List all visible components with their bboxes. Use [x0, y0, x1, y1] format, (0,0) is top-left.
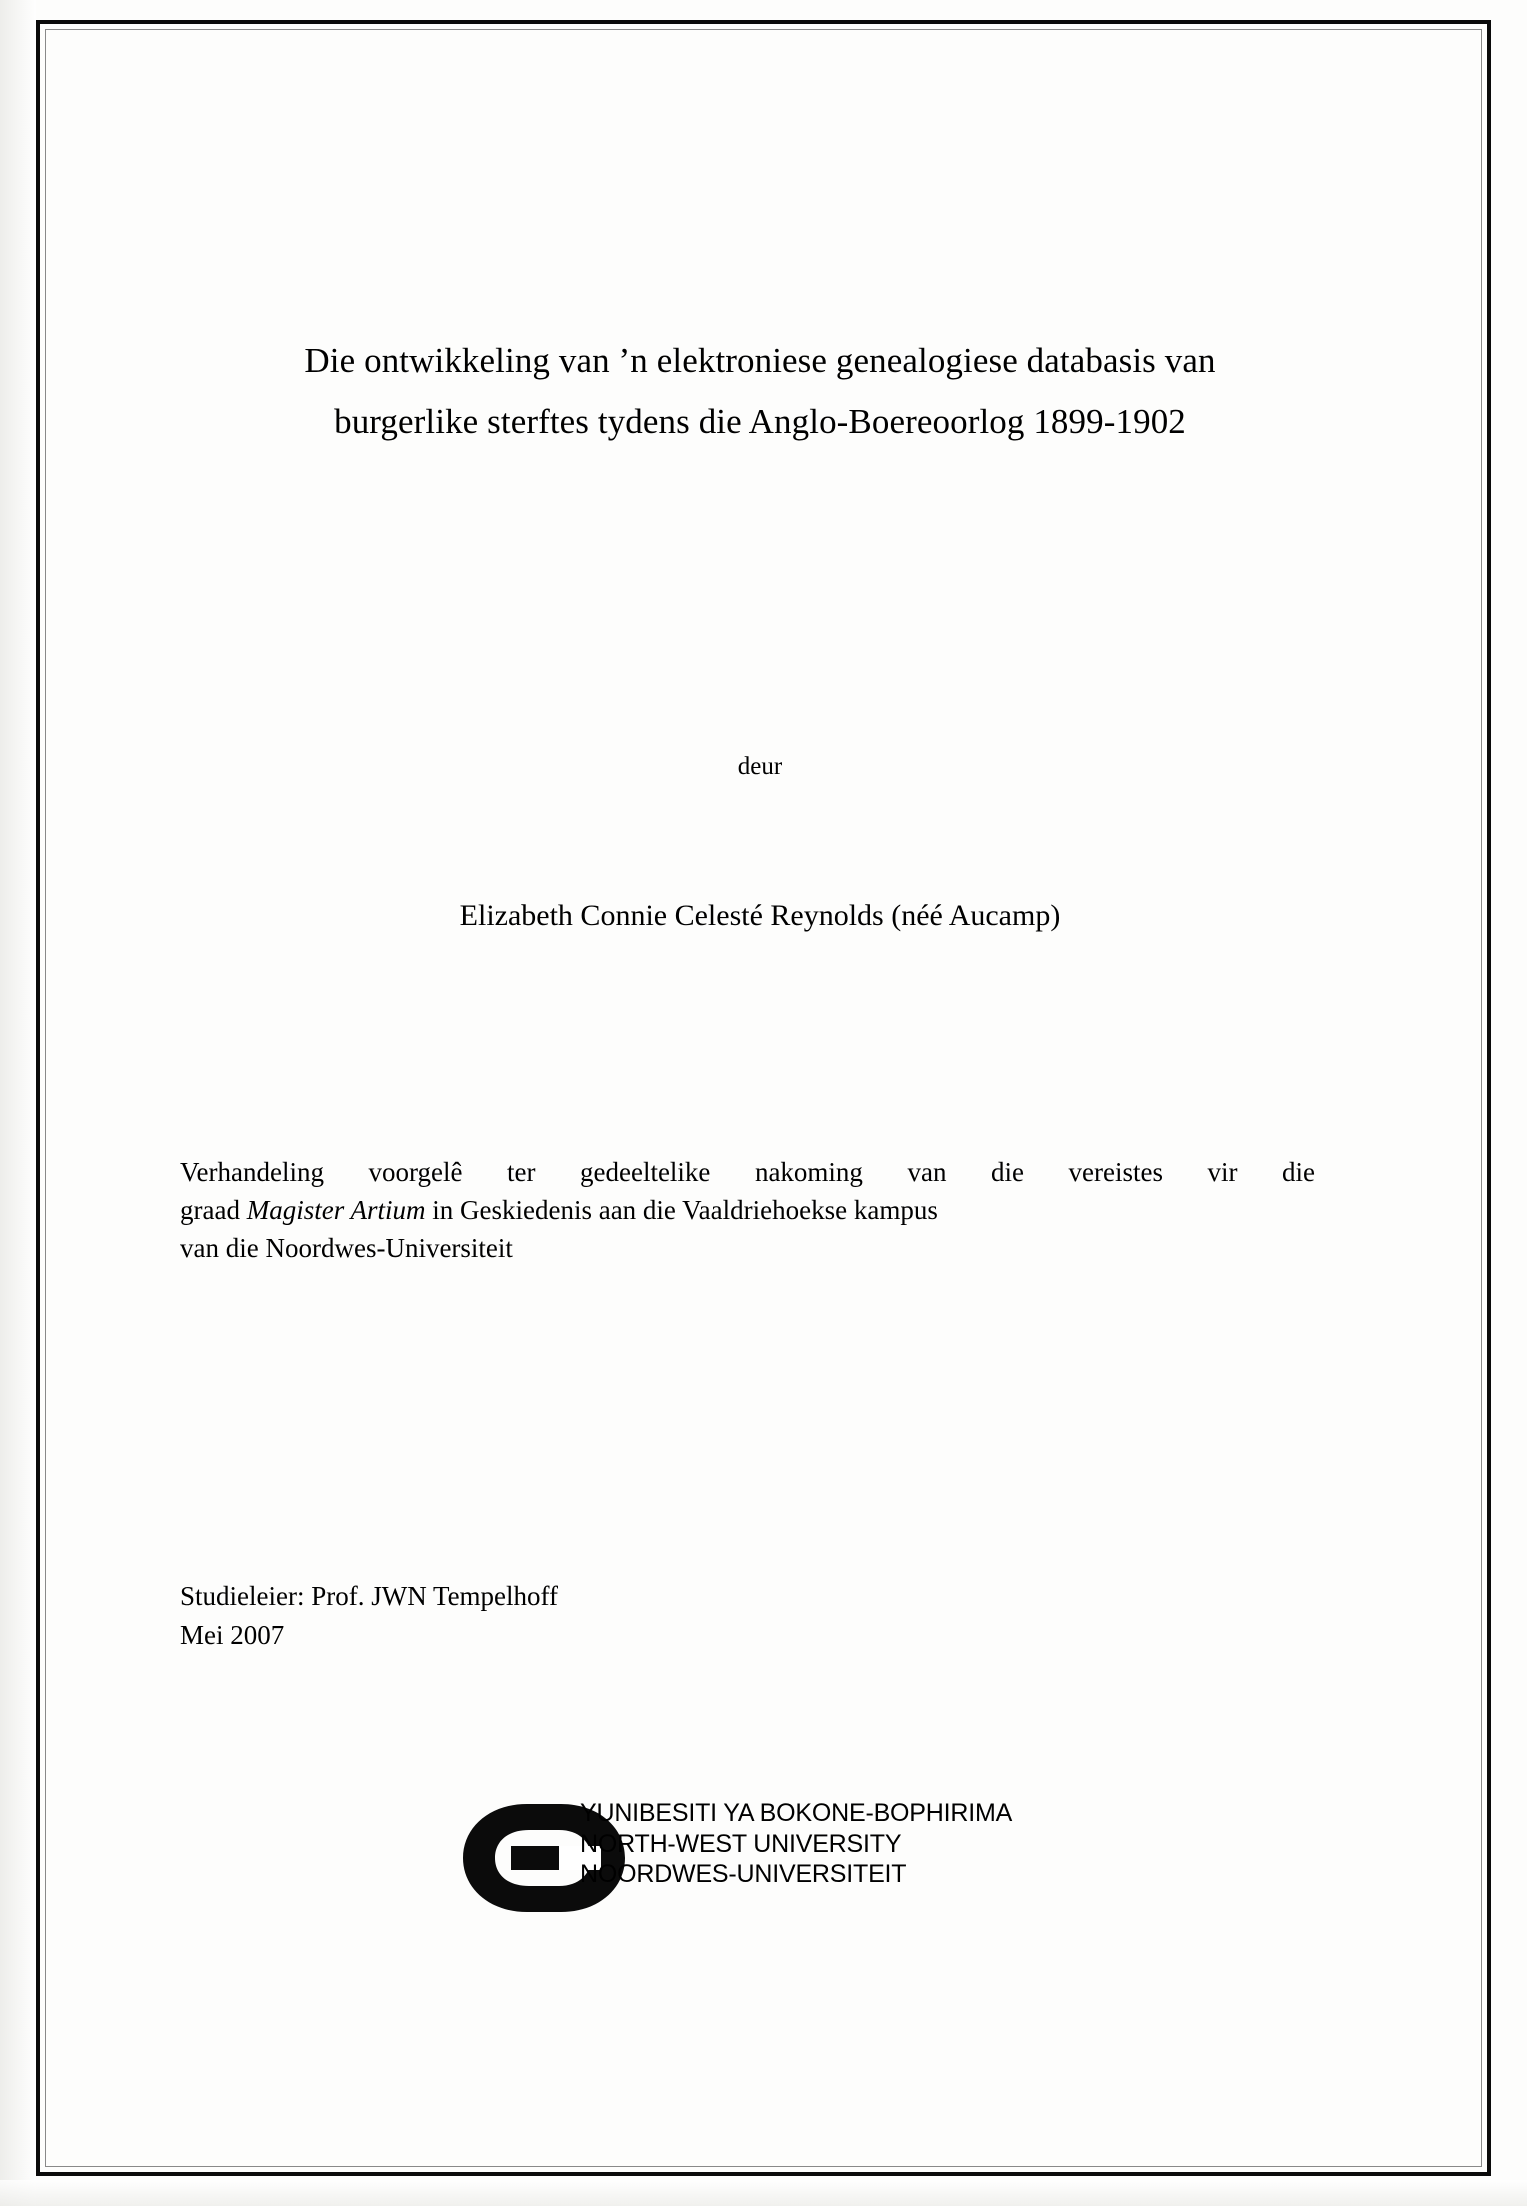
degree-statement-line-3: van die Noordwes-Universiteit: [180, 1233, 513, 1264]
author-name: Elizabeth Connie Celesté Reynolds (néé Aucamp): [459, 898, 1061, 932]
university-logo-text: [580, 1798, 1012, 1890]
logo-line-1: YUNIBESITI YA BOKONE-BOPHIRIMA: [580, 1799, 1013, 1827]
scan-edge-left: [0, 0, 36, 2206]
supervisor-line: Studieleier: Prof. JWN Tempelhoff: [180, 1581, 559, 1612]
degree-statement: [180, 1153, 1315, 1268]
university-logo-block: [455, 1790, 1095, 1925]
page-title: [180, 330, 1340, 453]
submission-date: Mei 2007: [180, 1619, 285, 1650]
title-line-1: Die ontwikkeling van ’n elektroniese genealogiese databasis van: [304, 341, 1216, 380]
logo-line-2: NORTH-WEST UNIVERSITY: [580, 1829, 902, 1858]
degree-statement-line-2: [180, 1191, 1315, 1229]
title-page-content: [180, 330, 1340, 1654]
scan-edge-bottom: [0, 2180, 1527, 2206]
title-line-2: burgerlike sterftes tydens die Anglo-Boereoorlog 1899-1902: [334, 402, 1186, 442]
supervisor-block: [180, 1577, 1340, 1654]
degree-statement-line-2-post: in Geskiedenis aan die Vaaldriehoekse kampus: [425, 1194, 938, 1225]
logo-line-3: NOORDWES-UNIVERSITEIT: [580, 1860, 907, 1888]
degree-statement-line-1: Verhandeling voorgelê ter gedeeltelike nakoming van die vereistes vir die: [180, 1156, 1315, 1187]
degree-statement-line-2-pre: graad: [180, 1194, 247, 1225]
by-label: deur: [737, 752, 783, 780]
degree-name-italic: Magister Artium: [246, 1194, 426, 1225]
